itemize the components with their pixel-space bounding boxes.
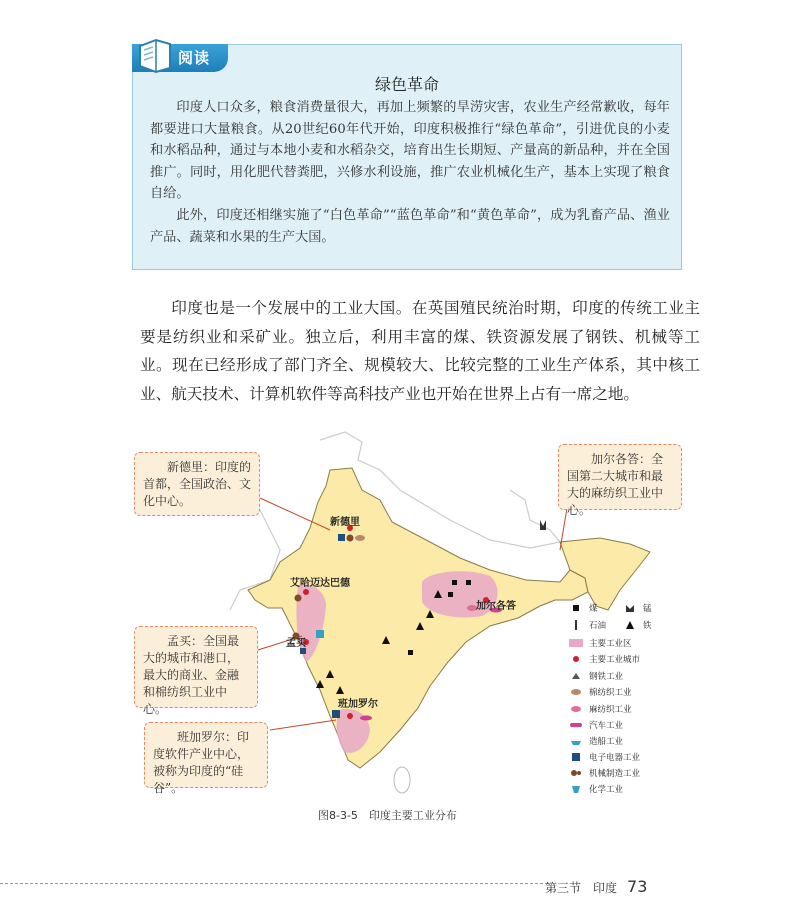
gear-icon: [569, 768, 583, 778]
legend-electronics: 电子电器工业: [569, 750, 640, 763]
city-label-bangalore: 班加罗尔: [338, 699, 378, 710]
legend-manganese: 锰: [623, 601, 652, 614]
legend-cotton: 棉纺织工业: [569, 685, 632, 698]
electronics-icon: [569, 752, 583, 762]
legend-steel: 钢铁工业: [569, 669, 623, 682]
footer-section: 第三节 印度: [545, 881, 618, 895]
industrial-city-dot: [569, 654, 583, 664]
page-number: 73: [627, 877, 648, 896]
page-footer: [545, 877, 647, 896]
body-paragraph: 印度也是一个发展中的工业大国。在英国殖民统治时期，印度的传统工业主要是纺织业和采矿业。独立后，利用丰富的煤、铁资源发展了钢铁、机械等工业。现在已经形成了部门齐全、规模较大、比较完整的工业生产体系，其中核工业、航天技术、计算机软件等高科技产业也开始在世界上占有一席之地。: [140, 299, 700, 403]
callout-bangalore: 班加罗尔：印度软件产业中心，被称为印度的“硅谷”。: [144, 722, 268, 788]
legend-auto: 汽车工业: [569, 718, 623, 731]
legend-jute: 麻纺织工业: [569, 702, 632, 715]
cotton-icon: [569, 687, 583, 697]
coal-icon: [569, 603, 583, 613]
legend-chemical: 化学工业: [569, 782, 623, 795]
legend-industrial-city: 主要工业城市: [569, 652, 640, 665]
footer-divider: [0, 883, 548, 884]
legend-shipbuilding: 造船工业: [569, 734, 623, 747]
callout-kolkata: 加尔各答：全国第二大城市和最大的麻纺织工业中心。: [558, 444, 682, 510]
legend-oil: 石油: [569, 618, 606, 631]
callout-mumbai: 孟买：全国最大的城市和港口，最大的商业、金融和棉纺织工业中心。: [134, 626, 258, 708]
reading-tab-label: 阅读: [178, 49, 211, 67]
car-icon: [569, 720, 583, 730]
jute-icon: [569, 704, 583, 714]
ship-icon: [569, 736, 583, 746]
figure-caption: 图8-3-5 印度主要工业分布: [318, 809, 457, 822]
legend-coal: 煤: [569, 601, 598, 614]
reading-paragraph-2: 此外，印度还相继实施了“白色革命”“蓝色革命”和“黄色革命”，成为乳畜产品、渔业产品、蔬菜和水果的生产大国。: [150, 208, 670, 245]
reading-paragraph-1: 印度人口众多，粮食消费量很大，再加上频繁的旱涝灾害，农业生产经常歉收，每年都要进口大量粮食。从20世纪60年代开始，印度积极推行“绿色革命”，引进优良的小麦和水稻品种，通过与本地小麦和水稻杂交，培育出生长期短、产量高的新品种，并在全国推广。同时，用化肥代替粪肥，兴修水利设施，推广农业机械化生产，基本上实现了粮食自给。: [150, 100, 670, 201]
reading-title: 绿色革命: [374, 75, 439, 94]
steel-icon: [569, 671, 583, 681]
city-label-mumbai: 孟买: [286, 638, 306, 649]
legend-iron: 铁: [623, 618, 652, 631]
callout-new-delhi: 新德里：印度的首都，全国政治、文化中心。: [134, 452, 260, 516]
iron-icon: [623, 620, 637, 630]
oil-icon: [569, 620, 583, 630]
book-icon: [136, 36, 178, 76]
chemical-icon: [569, 784, 583, 794]
legend-industrial-zone: 主要工业区: [569, 636, 632, 649]
city-label-new-delhi: 新德里: [330, 517, 360, 528]
city-dot-ahmedabad: [303, 589, 309, 595]
city-label-ahmedabad: 艾哈迈达巴德: [290, 578, 350, 589]
city-dot-bangalore: [347, 713, 353, 719]
city-label-kolkata: 加尔各答: [476, 601, 516, 612]
industrial-zone-swatch: [569, 638, 583, 648]
legend-machinery: 机械制造工业: [569, 766, 640, 779]
manganese-icon: [623, 603, 637, 613]
